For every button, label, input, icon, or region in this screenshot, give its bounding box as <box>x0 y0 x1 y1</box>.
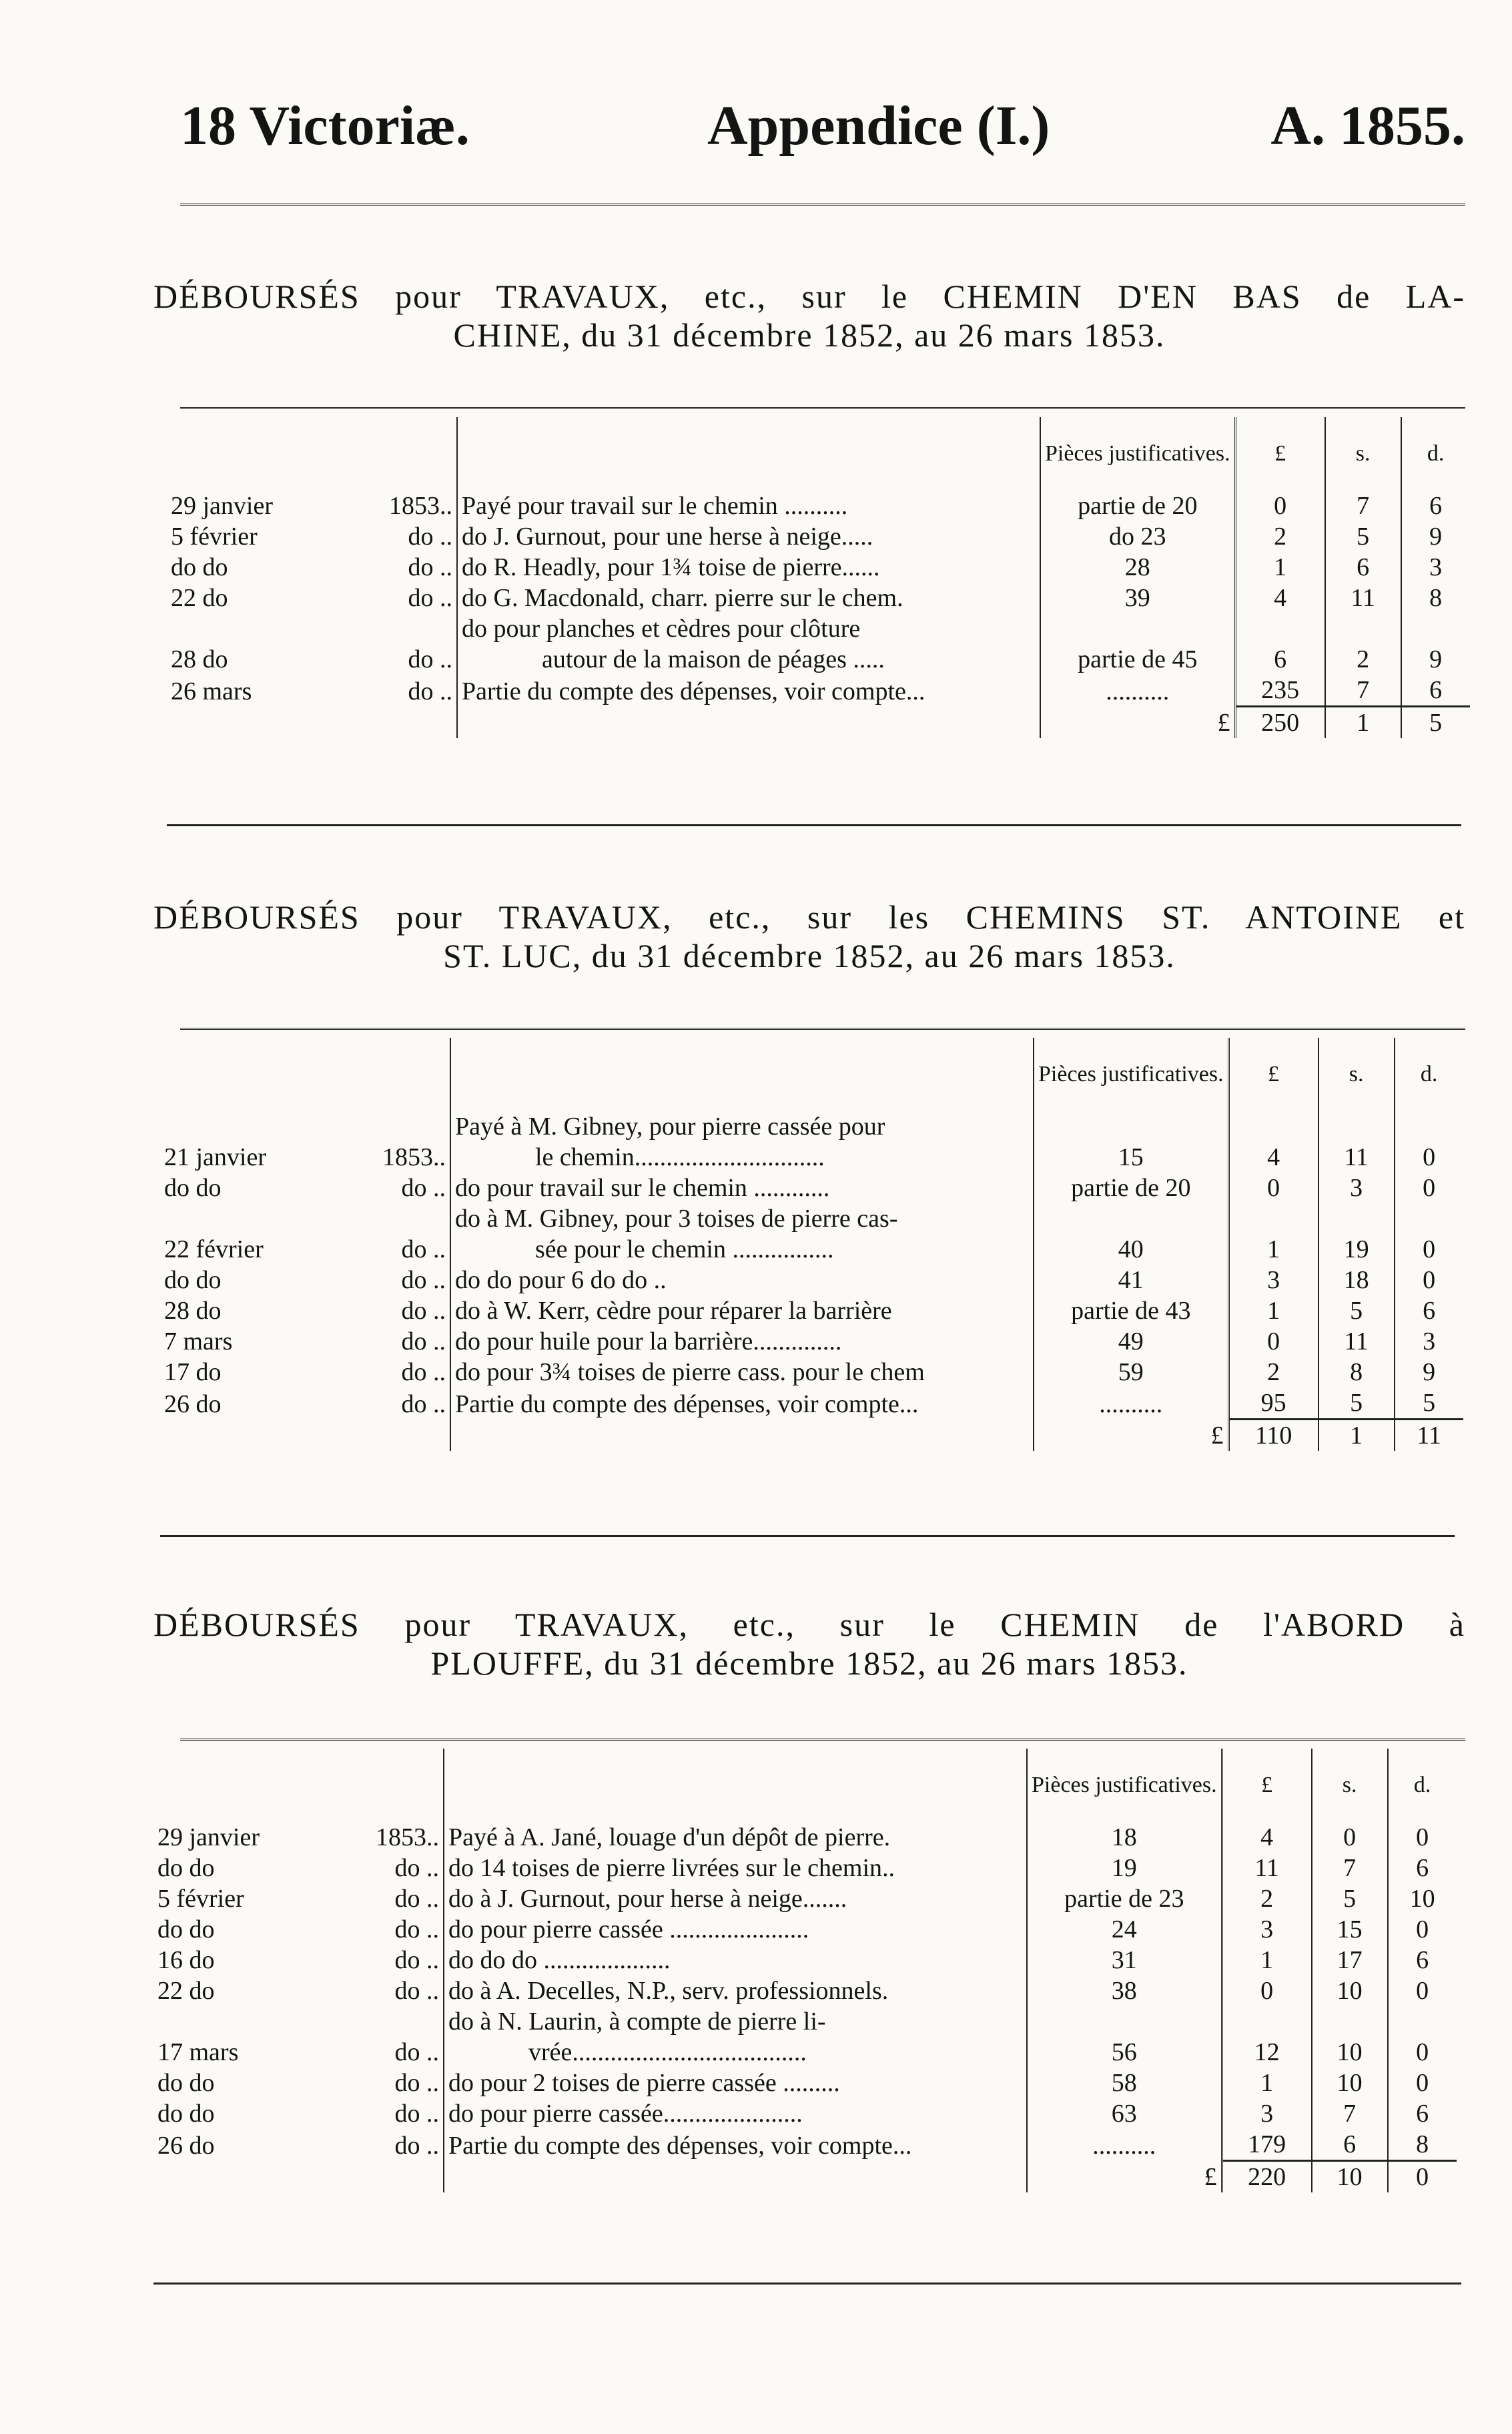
row-date: do do <box>171 553 228 581</box>
row-description <box>444 2098 1027 2129</box>
row-description-text: do 14 toises de pierre livrées sur le chemin.. <box>448 1854 895 1882</box>
row-year: do .. <box>408 584 452 612</box>
row-description <box>450 1111 1034 1173</box>
row-pence: 8 <box>1401 583 1470 613</box>
row-year: do .. <box>401 1174 446 1202</box>
total-pounds: 250 <box>1235 707 1325 739</box>
row-year: do .. <box>401 1390 446 1418</box>
row-description <box>444 1914 1027 1945</box>
table-row <box>160 1111 1463 1173</box>
row-pence: 0 <box>1388 2006 1457 2068</box>
row-year: do .. <box>394 2069 439 2097</box>
row-date: 17 mars <box>157 2038 239 2066</box>
row-pounds: 0 <box>1228 1173 1318 1203</box>
table-row <box>167 613 1470 675</box>
total-label: £ <box>1027 2161 1222 2193</box>
row-year: do .. <box>394 1977 439 2005</box>
row-description <box>444 2006 1027 2068</box>
row-date: do do <box>164 1174 222 1202</box>
row-description <box>457 521 1040 552</box>
table-row <box>153 2098 1457 2129</box>
row-description-continuation: vrée..................................... <box>528 2038 807 2066</box>
row-year: do .. <box>394 1946 439 1974</box>
row-description-text: do J. Gurnout, pour une herse à neige..... <box>462 523 873 551</box>
row-voucher: do 23 <box>1040 521 1235 552</box>
row-description-text: do pour pierre cassée...................... <box>448 2100 803 2128</box>
row-description-text: do pour travail sur le chemin ............ <box>455 1174 830 1202</box>
total-pence: 11 <box>1395 1420 1463 1452</box>
total-pounds: 220 <box>1222 2161 1312 2193</box>
row-pounds: 11 <box>1222 1853 1312 1883</box>
row-description-text: Payé pour travail sur le chemin .......... <box>462 492 848 520</box>
row-date: 7 mars <box>164 1327 233 1355</box>
table-row <box>167 583 1470 613</box>
row-shillings: 7 <box>1312 2098 1388 2129</box>
row-description <box>444 1853 1027 1883</box>
row-pence: 0 <box>1388 1914 1457 1945</box>
row-year: do .. <box>401 1297 446 1325</box>
row-shillings: 8 <box>1318 1357 1395 1388</box>
row-pence: 3 <box>1395 1326 1463 1357</box>
row-pence: 6 <box>1401 491 1470 521</box>
row-description <box>444 1822 1027 1853</box>
table-row <box>153 1914 1457 1945</box>
row-year: do .. <box>394 1915 439 1943</box>
row-description <box>457 613 1040 675</box>
row-pounds: 95 <box>1228 1388 1318 1420</box>
row-description-text: do pour 3¾ toises de pierre cass. pour le chem <box>455 1358 925 1386</box>
table-row <box>160 1173 1463 1203</box>
row-shillings: 19 <box>1318 1203 1395 1265</box>
row-year: do .. <box>394 2100 439 2128</box>
row-voucher: 49 <box>1034 1326 1228 1357</box>
row-pounds: 1 <box>1228 1203 1318 1265</box>
row-description <box>450 1388 1034 1420</box>
row-pence: 0 <box>1395 1203 1463 1265</box>
row-voucher: partie de 20 <box>1040 491 1235 521</box>
row-pounds: 4 <box>1235 583 1325 613</box>
total-row <box>153 2161 1457 2193</box>
column-header-ref: Pièces justificatives. <box>1040 417 1235 491</box>
table-row <box>153 2006 1457 2068</box>
row-pounds: 4 <box>1222 1822 1312 1853</box>
row-shillings: 6 <box>1312 2129 1388 2161</box>
row-voucher: 31 <box>1027 1945 1222 1975</box>
row-date: do do <box>157 1915 215 1943</box>
row-date: 22 do <box>171 584 228 612</box>
row-pence: 3 <box>1401 552 1470 583</box>
row-description-continuation: sée pour le chemin ................ <box>535 1235 834 1263</box>
row-description <box>444 1975 1027 2006</box>
row-description-text: Partie du compte des dépenses, voir compte... <box>455 1390 919 1418</box>
column-header-ref: Pièces justificatives. <box>1027 1749 1222 1822</box>
row-description-continuation: le chemin.............................. <box>535 1143 825 1171</box>
section-end-rule <box>153 2283 1461 2285</box>
row-year: do .. <box>394 1885 439 1913</box>
row-voucher: 19 <box>1027 1853 1222 1883</box>
row-pence: 10 <box>1388 1883 1457 1914</box>
row-description <box>450 1326 1034 1357</box>
row-date: 26 do <box>164 1390 222 1418</box>
total-row <box>160 1420 1463 1452</box>
row-pence: 0 <box>1388 1822 1457 1853</box>
section-rule <box>180 1739 1465 1741</box>
row-shillings: 18 <box>1318 1265 1395 1295</box>
row-year: do .. <box>394 1854 439 1882</box>
table-row <box>167 521 1470 552</box>
row-voucher: .......... <box>1040 675 1235 707</box>
row-pounds: 0 <box>1228 1326 1318 1357</box>
row-description-text: do à A. Decelles, N.P., serv. professionnels. <box>448 1977 889 2005</box>
column-header-pence: d. <box>1401 417 1470 491</box>
row-year: 1853.. <box>376 1823 439 1851</box>
row-pounds: 3 <box>1228 1265 1318 1295</box>
row-pence: 5 <box>1395 1388 1463 1420</box>
row-shillings: 5 <box>1312 1883 1388 1914</box>
row-voucher: 39 <box>1040 583 1235 613</box>
row-pence: 6 <box>1401 675 1470 707</box>
table-header-row <box>160 1038 1463 1111</box>
total-shillings: 1 <box>1318 1420 1395 1452</box>
row-date: 5 février <box>157 1885 244 1913</box>
table-header-row <box>153 1749 1457 1822</box>
section-end-rule <box>160 1535 1455 1537</box>
row-description <box>444 2068 1027 2098</box>
column-header-pounds: £ <box>1235 417 1325 491</box>
row-pounds: 1 <box>1222 1945 1312 1975</box>
row-year: do .. <box>401 1327 446 1355</box>
row-description <box>450 1173 1034 1203</box>
row-voucher: 63 <box>1027 2098 1222 2129</box>
ledger-table <box>167 417 1470 738</box>
row-shillings: 10 <box>1312 1975 1388 2006</box>
row-pounds: 235 <box>1235 675 1325 707</box>
row-voucher: 58 <box>1027 2068 1222 2098</box>
table-header-row <box>167 417 1470 491</box>
row-pence: 6 <box>1388 1945 1457 1975</box>
total-label: £ <box>1034 1420 1228 1452</box>
row-shillings: 15 <box>1312 1914 1388 1945</box>
total-shillings: 1 <box>1325 707 1401 739</box>
row-pence: 6 <box>1388 2098 1457 2129</box>
row-date: do do <box>157 1854 215 1882</box>
row-voucher: 41 <box>1034 1265 1228 1295</box>
row-voucher: partie de 20 <box>1034 1173 1228 1203</box>
row-date: do do <box>164 1266 222 1294</box>
row-voucher: .......... <box>1027 2129 1222 2161</box>
total-row <box>167 707 1470 739</box>
table-row <box>160 1265 1463 1295</box>
row-voucher: partie de 43 <box>1034 1295 1228 1326</box>
row-shillings: 11 <box>1325 583 1401 613</box>
row-pounds: 2 <box>1228 1357 1318 1388</box>
row-description-text: do à N. Laurin, à compte de pierre li- <box>448 2008 826 2036</box>
row-shillings: 2 <box>1325 613 1401 675</box>
row-year: do .. <box>394 2131 439 2160</box>
row-description <box>450 1295 1034 1326</box>
row-shillings: 0 <box>1312 1822 1388 1853</box>
row-voucher: 38 <box>1027 1975 1222 2006</box>
row-shillings: 5 <box>1325 521 1401 552</box>
row-voucher: .......... <box>1034 1388 1228 1420</box>
row-pounds: 179 <box>1222 2129 1312 2161</box>
table-row <box>153 1883 1457 1914</box>
row-description-text: Partie du compte des dépenses, voir compte... <box>462 677 925 705</box>
section-title: DÉBOURSÉS pour TRAVAUX, etc., sur le CHEMIN de l'ABORD à PLOUFFE, du 31 décembre 1852, au 26 mars 1853. <box>153 1606 1465 1682</box>
total-pence: 0 <box>1388 2161 1457 2193</box>
row-description <box>457 583 1040 613</box>
row-description <box>444 1883 1027 1914</box>
header-rule <box>180 204 1465 206</box>
row-shillings: 17 <box>1312 1945 1388 1975</box>
row-date: 26 mars <box>171 677 252 705</box>
row-voucher: 59 <box>1034 1357 1228 1388</box>
column-header-pounds: £ <box>1222 1749 1312 1822</box>
row-voucher: 28 <box>1040 552 1235 583</box>
row-date: 22 février <box>164 1235 264 1263</box>
row-pounds: 2 <box>1222 1883 1312 1914</box>
column-header-ref: Pièces justificatives. <box>1034 1038 1228 1111</box>
row-description <box>450 1357 1034 1388</box>
row-description <box>444 1945 1027 1975</box>
row-pounds: 1 <box>1222 2068 1312 2098</box>
table-row <box>153 2129 1457 2161</box>
row-shillings: 7 <box>1325 675 1401 707</box>
row-description <box>457 675 1040 707</box>
table-row <box>167 675 1470 707</box>
table-row <box>153 1822 1457 1853</box>
column-header-shillings: s. <box>1318 1038 1395 1111</box>
row-shillings: 7 <box>1325 491 1401 521</box>
row-description-text: Partie du compte des dépenses, voir compte... <box>448 2131 912 2160</box>
row-date: 28 do <box>171 645 228 673</box>
row-date: do do <box>157 2069 215 2097</box>
row-description <box>444 2129 1027 2161</box>
row-description-text: do pour huile pour la barrière.............. <box>455 1327 842 1355</box>
column-header-shillings: s. <box>1312 1749 1388 1822</box>
row-date: 17 do <box>164 1358 222 1386</box>
total-shillings: 10 <box>1312 2161 1388 2193</box>
table-row <box>153 1945 1457 1975</box>
row-voucher: 15 <box>1034 1111 1228 1173</box>
table-row <box>153 1975 1457 2006</box>
row-description-text: do do pour 6 do do .. <box>455 1266 667 1294</box>
row-description-text: do à W. Kerr, cèdre pour réparer la barrière <box>455 1297 892 1325</box>
row-date: 5 février <box>171 523 258 551</box>
row-description <box>450 1265 1034 1295</box>
table-row <box>153 2068 1457 2098</box>
row-pence: 0 <box>1395 1265 1463 1295</box>
ledger-table <box>153 1749 1457 2192</box>
row-date: do do <box>157 2100 215 2128</box>
row-shillings: 7 <box>1312 1853 1388 1883</box>
row-pence: 0 <box>1395 1111 1463 1173</box>
row-voucher: partie de 45 <box>1040 613 1235 675</box>
row-year: do .. <box>394 2038 439 2066</box>
ledger-table <box>160 1038 1463 1451</box>
row-description-text: do à J. Gurnout, pour herse à neige....... <box>448 1885 847 1913</box>
row-shillings: 5 <box>1318 1295 1395 1326</box>
row-year: do .. <box>408 523 452 551</box>
row-voucher: 18 <box>1027 1822 1222 1853</box>
column-header-pence: d. <box>1388 1749 1457 1822</box>
page-header <box>180 93 1465 167</box>
row-pence: 8 <box>1388 2129 1457 2161</box>
header-volume: 18 Victoriæ. <box>180 95 470 157</box>
row-shillings: 10 <box>1312 2068 1388 2098</box>
row-year: do .. <box>408 645 452 673</box>
column-header-pounds: £ <box>1228 1038 1318 1111</box>
row-description-text: do G. Macdonald, charr. pierre sur le chem. <box>462 584 903 612</box>
row-pounds: 0 <box>1222 1975 1312 2006</box>
row-voucher: partie de 23 <box>1027 1883 1222 1914</box>
row-pounds: 0 <box>1235 491 1325 521</box>
row-pounds: 3 <box>1222 1914 1312 1945</box>
row-date: 26 do <box>157 2131 215 2160</box>
section-end-rule <box>167 824 1461 826</box>
column-header-pence: d. <box>1395 1038 1463 1111</box>
row-date: 22 do <box>157 1977 215 2005</box>
table-row <box>167 552 1470 583</box>
row-pence: 6 <box>1388 1853 1457 1883</box>
row-description-text: Payé à M. Gibney, pour pierre cassée pour <box>455 1113 885 1141</box>
row-pence: 6 <box>1395 1295 1463 1326</box>
total-label: £ <box>1040 707 1235 739</box>
row-description <box>457 491 1040 521</box>
row-description-text: do pour 2 toises de pierre cassée ......... <box>448 2069 840 2097</box>
row-pounds: 2 <box>1235 521 1325 552</box>
row-shillings: 11 <box>1318 1326 1395 1357</box>
row-shillings: 6 <box>1325 552 1401 583</box>
row-pounds: 6 <box>1235 613 1325 675</box>
row-shillings: 10 <box>1312 2006 1388 2068</box>
row-pence: 0 <box>1388 1975 1457 2006</box>
row-pence: 9 <box>1401 521 1470 552</box>
row-year: do .. <box>401 1358 446 1386</box>
table-row <box>160 1326 1463 1357</box>
row-voucher: 40 <box>1034 1203 1228 1265</box>
row-pence: 0 <box>1388 2068 1457 2098</box>
row-voucher: 56 <box>1027 2006 1222 2068</box>
row-year: do .. <box>401 1266 446 1294</box>
row-year: 1853.. <box>382 1143 446 1171</box>
row-pounds: 12 <box>1222 2006 1312 2068</box>
row-description-text: do pour planches et cèdres pour clôture <box>462 615 861 643</box>
row-description-text: Payé à A. Jané, louage d'un dépôt de pierre. <box>448 1823 891 1851</box>
row-date: 29 janvier <box>171 492 274 520</box>
row-date: 21 janvier <box>164 1143 267 1171</box>
row-description <box>450 1203 1034 1265</box>
row-date: 29 janvier <box>157 1823 260 1851</box>
row-description-text: do à M. Gibney, pour 3 toises de pierre cas- <box>455 1205 898 1233</box>
table-row <box>160 1295 1463 1326</box>
row-description <box>457 552 1040 583</box>
row-pence: 9 <box>1401 613 1470 675</box>
section-title: DÉBOURSÉS pour TRAVAUX, etc., sur le CHEMIN D'EN BAS de LA- CHINE, du 31 décembre 1852, au 26 mars 1853. <box>153 278 1465 354</box>
row-pounds: 3 <box>1222 2098 1312 2129</box>
header-appendix: Appendice (I.) <box>707 95 1050 157</box>
row-pence: 0 <box>1395 1173 1463 1203</box>
row-description-text: do do do .................... <box>448 1946 671 1974</box>
column-header-shillings: s. <box>1325 417 1401 491</box>
table-row <box>167 491 1470 521</box>
table-row <box>160 1388 1463 1420</box>
row-description-text: do R. Headly, pour 1¾ toise de pierre...... <box>462 553 880 581</box>
row-pounds: 1 <box>1228 1295 1318 1326</box>
table-row <box>160 1203 1463 1265</box>
row-description-text: do pour pierre cassée ...................... <box>448 1915 809 1943</box>
row-date: 28 do <box>164 1297 222 1325</box>
table-row <box>153 1853 1457 1883</box>
table-row <box>160 1357 1463 1388</box>
row-year: do .. <box>401 1235 446 1263</box>
header-year: A. 1855. <box>1270 95 1465 157</box>
total-pounds: 110 <box>1228 1420 1318 1452</box>
row-pence: 9 <box>1395 1357 1463 1388</box>
row-pounds: 1 <box>1235 552 1325 583</box>
row-year: do .. <box>408 553 452 581</box>
row-shillings: 11 <box>1318 1111 1395 1173</box>
row-year: 1853.. <box>389 492 452 520</box>
row-voucher: 24 <box>1027 1914 1222 1945</box>
section-rule <box>180 1028 1465 1030</box>
section-title: DÉBOURSÉS pour TRAVAUX, etc., sur les CHEMINS ST. ANTOINE et ST. LUC, du 31 décembre 1852, au 26 mars 1853. <box>153 898 1465 974</box>
row-shillings: 5 <box>1318 1388 1395 1420</box>
row-pounds: 4 <box>1228 1111 1318 1173</box>
row-year: do .. <box>408 677 452 705</box>
row-date: 16 do <box>157 1946 215 1974</box>
row-shillings: 3 <box>1318 1173 1395 1203</box>
total-pence: 5 <box>1401 707 1470 739</box>
row-description-continuation: autour de la maison de péages ..... <box>542 645 885 673</box>
section-rule <box>180 407 1465 409</box>
